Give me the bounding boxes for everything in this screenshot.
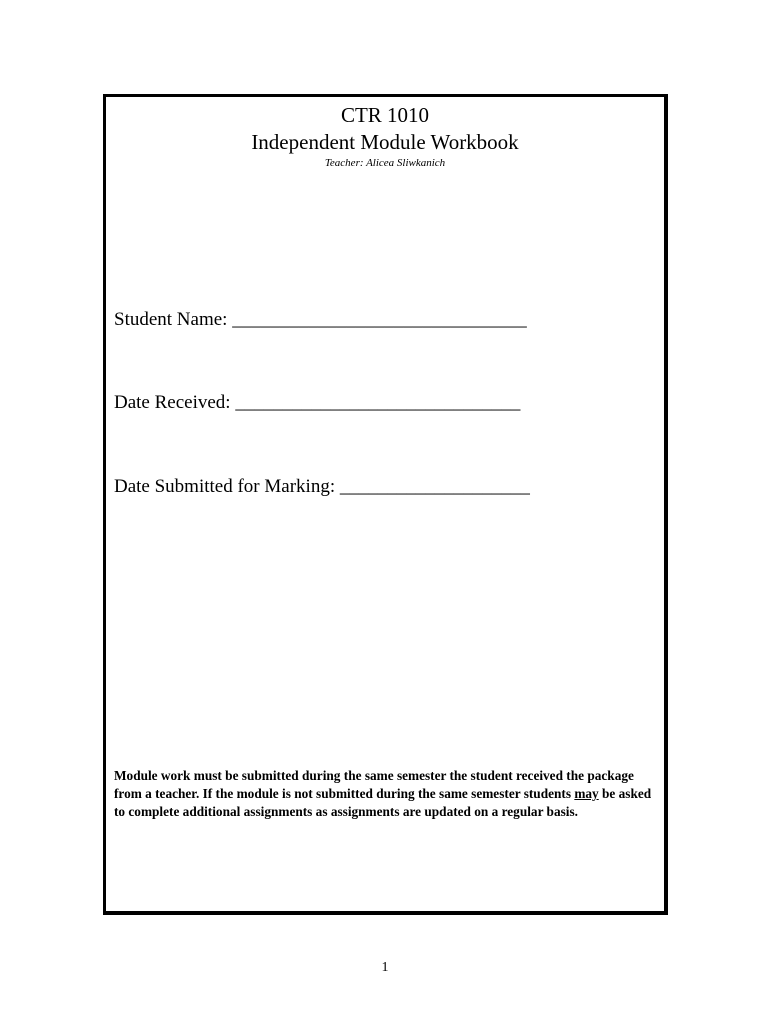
workbook-title: Independent Module Workbook <box>251 130 519 154</box>
notice-emphasis: may <box>574 786 599 801</box>
student-name-field: Student Name: _______________________________ <box>114 309 527 330</box>
date-received-field: Date Received: ______________________________ <box>114 392 521 413</box>
notice-text-start: Module work must be submitted during the same semester the student received the package from a teacher. If the module is not submitted during the same semester students <box>114 768 634 801</box>
teacher-line: Teacher: Alicea Sliwkanich <box>324 157 446 169</box>
date-submitted-field: Date Submitted for Marking: ____________________ <box>114 476 530 497</box>
course-code: CTR 1010 <box>340 103 430 127</box>
page-number: 1 <box>381 960 389 975</box>
cover-frame <box>103 94 668 915</box>
notice-text-end: be asked to complete additional assignments as assignments are updated on a regular basis. <box>114 786 652 819</box>
submission-notice <box>114 767 656 821</box>
